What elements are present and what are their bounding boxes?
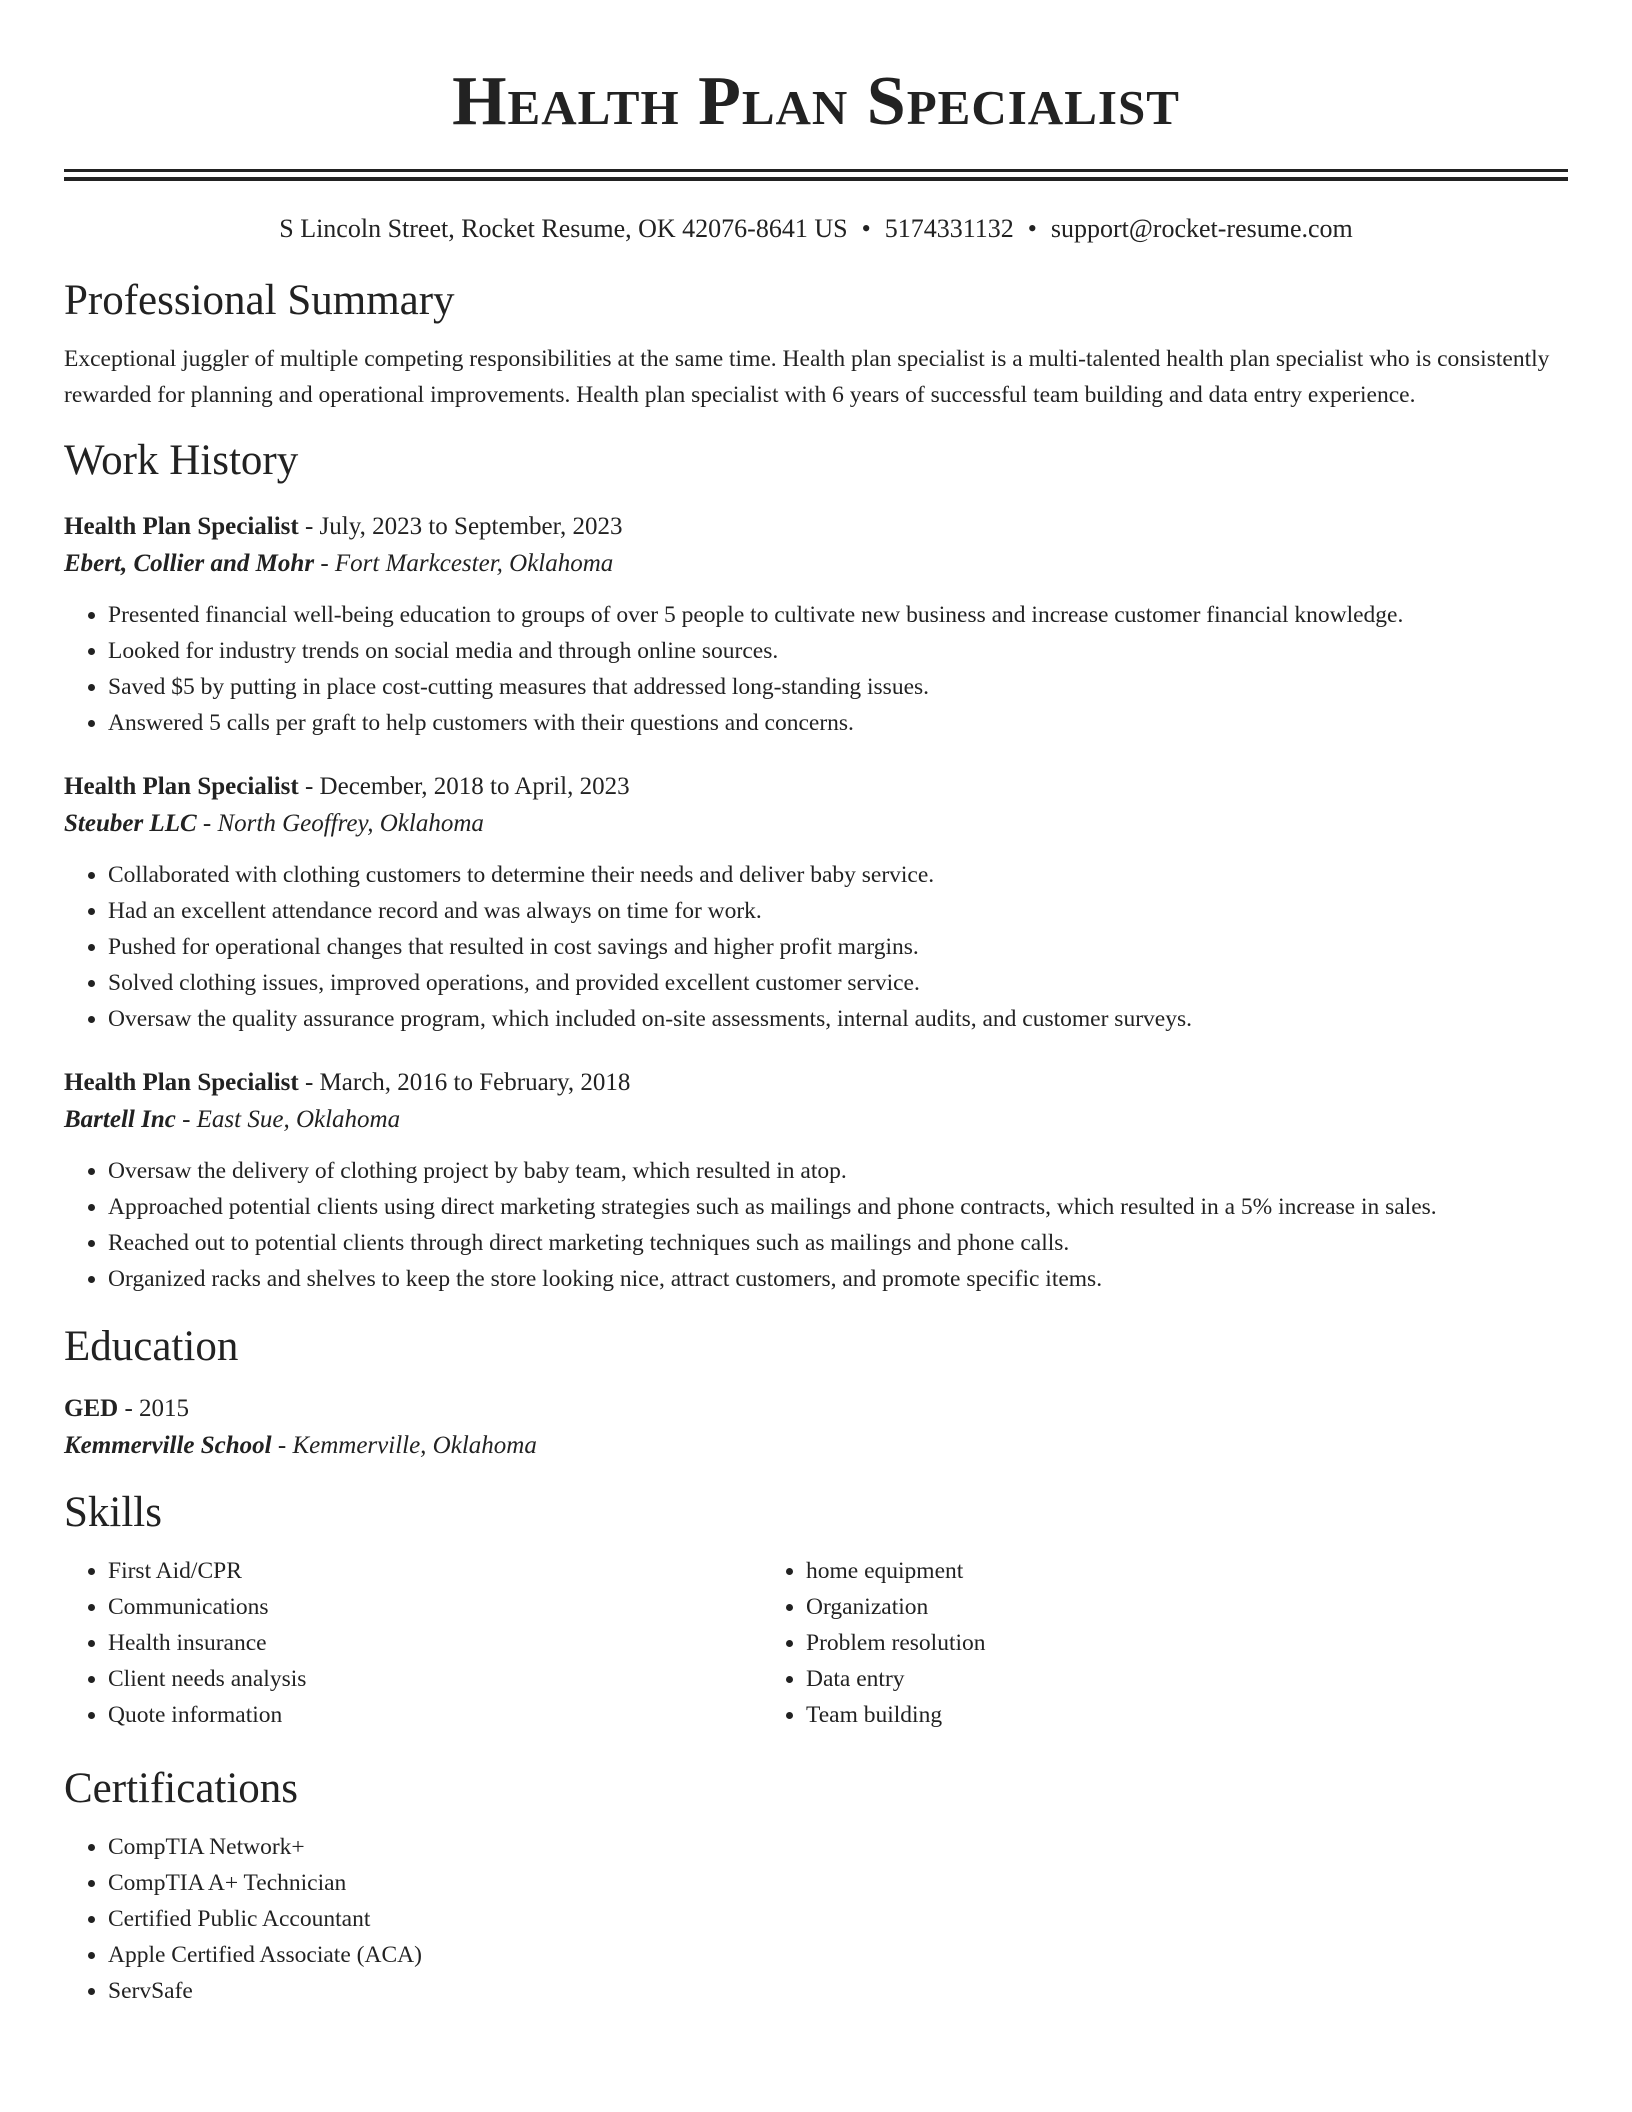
- skill-item: • Team building: [806, 1697, 1460, 1733]
- skill-item: • Communications: [108, 1589, 762, 1625]
- job-bullets: [64, 1153, 1568, 1297]
- certification-item: • CompTIA Network+: [108, 1829, 1568, 1865]
- education-year: - 2015: [118, 1395, 190, 1422]
- certifications-list: [64, 1829, 1568, 2009]
- list-item: • Had an excellent attendance record and was always on time for work.: [108, 893, 1568, 929]
- education-degree-line: [64, 1391, 1568, 1427]
- certifications-heading: Certifications: [64, 1765, 299, 1812]
- job-location: - Fort Markcester, Oklahoma: [314, 550, 614, 577]
- list-item: • Looked for industry trends on social media and through online sources.: [108, 633, 1568, 669]
- summary-heading: Professional Summary: [64, 277, 455, 324]
- contact-address: S Lincoln Street, Rocket Resume, OK 42076-8641 US: [279, 214, 848, 243]
- job-dates: - December, 2018 to April, 2023: [298, 773, 630, 800]
- list-item: • Pushed for operational changes that resulted in cost savings and higher profit margins.: [108, 929, 1568, 965]
- skill-item: • Data entry: [806, 1661, 1460, 1697]
- job-bullets: [64, 857, 1568, 1037]
- job-dates: - March, 2016 to February, 2018: [298, 1069, 631, 1096]
- job-company-line: [64, 545, 1568, 583]
- education-location: - Kemmerville, Oklahoma: [271, 1432, 537, 1459]
- job-bullets: [64, 597, 1568, 741]
- contact-email: support@rocket-resume.com: [1050, 214, 1353, 243]
- education-degree: GED: [64, 1395, 119, 1422]
- list-item: • Oversaw the quality assurance program, which included on-site assessments, internal audits, and customer surveys.: [108, 1001, 1568, 1037]
- list-item: • Collaborated with clothing customers to determine their needs and deliver baby service.: [108, 857, 1568, 893]
- job-company: Steuber LLC: [64, 810, 197, 837]
- job-role: Health Plan Specialist: [64, 773, 299, 800]
- job-entry: [64, 1065, 1568, 1297]
- job-role: Health Plan Specialist: [64, 513, 299, 540]
- job-company-line: [64, 1101, 1568, 1139]
- skills-list: [64, 1553, 1568, 1733]
- education-heading: Education: [64, 1323, 239, 1370]
- skills-column-right: [762, 1553, 1460, 1733]
- job-title-line: [64, 1065, 1568, 1101]
- job-entry: [64, 769, 1568, 1037]
- skill-item: • Organization: [806, 1589, 1460, 1625]
- job-entry: [64, 509, 1568, 741]
- skill-item: • Client needs analysis: [108, 1661, 762, 1697]
- list-item: • Answered 5 calls per graft to help customers with their questions and concerns.: [108, 705, 1568, 741]
- certification-item: • CompTIA A+ Technician: [108, 1865, 1568, 1901]
- list-item: • Reached out to potential clients through direct marketing techniques such as mailings and phone calls.: [108, 1225, 1568, 1261]
- list-item: • Solved clothing issues, improved operations, and provided excellent customer service.: [108, 965, 1568, 1001]
- skill-item: • First Aid/CPR: [108, 1553, 762, 1589]
- skill-item: • Quote information: [108, 1697, 762, 1733]
- certification-item: • Apple Certified Associate (ACA): [108, 1937, 1568, 1973]
- skill-item: • Problem resolution: [806, 1625, 1460, 1661]
- contact-phone: 5174331132: [884, 214, 1014, 243]
- contact-separator: •: [1027, 214, 1037, 243]
- skills-column-left: [64, 1553, 762, 1733]
- certification-item: • Certified Public Accountant: [108, 1901, 1568, 1937]
- list-item: • Approached potential clients using direct marketing strategies such as mailings and phone contracts, which resulted in a 5% increase in sales.: [108, 1189, 1568, 1225]
- skill-item: • Health insurance: [108, 1625, 762, 1661]
- job-title-line: [64, 509, 1568, 545]
- education-entry: [64, 1391, 1568, 1465]
- work-history-heading: Work History: [64, 437, 299, 484]
- education-school-line: [64, 1427, 1568, 1465]
- contact-line: [64, 213, 1568, 245]
- list-item: • Organized racks and shelves to keep the store looking nice, attract customers, and promote specific items.: [108, 1261, 1568, 1297]
- job-company-line: [64, 805, 1568, 843]
- skills-heading: Skills: [64, 1489, 162, 1536]
- summary-text: Exceptional juggler of multiple competing responsibilities at the same time. Health plan specialist is a multi-talented health plan specialist who is consistently rewarded for planning and operational improvements. Health plan specialist with 6 years of successful team building and data entry experience.: [64, 346, 1550, 408]
- job-role: Health Plan Specialist: [64, 1069, 299, 1096]
- resume-name: Health Plan Specialist: [452, 63, 1180, 140]
- job-location: - North Geoffrey, Oklahoma: [196, 810, 484, 837]
- education-school: Kemmerville School: [64, 1432, 272, 1459]
- job-location: - East Sue, Oklahoma: [175, 1106, 401, 1133]
- list-item: • Presented financial well-being education to groups of over 5 people to cultivate new business and increase customer financial knowledge.: [108, 597, 1568, 633]
- resume-page: [64, 0, 1568, 2009]
- contact-separator: •: [861, 214, 871, 243]
- job-title-line: [64, 769, 1568, 805]
- list-item: • Oversaw the delivery of clothing project by baby team, which resulted in atop.: [108, 1153, 1568, 1189]
- job-company: Ebert, Collier and Mohr: [64, 550, 315, 577]
- skill-item: • home equipment: [806, 1553, 1460, 1589]
- list-item: • Saved $5 by putting in place cost-cutting measures that addressed long-standing issues.: [108, 669, 1568, 705]
- job-company: Bartell Inc: [64, 1106, 176, 1133]
- job-dates: - July, 2023 to September, 2023: [298, 513, 623, 540]
- header-divider: [64, 169, 1568, 181]
- certification-item: • ServSafe: [108, 1973, 1568, 2009]
